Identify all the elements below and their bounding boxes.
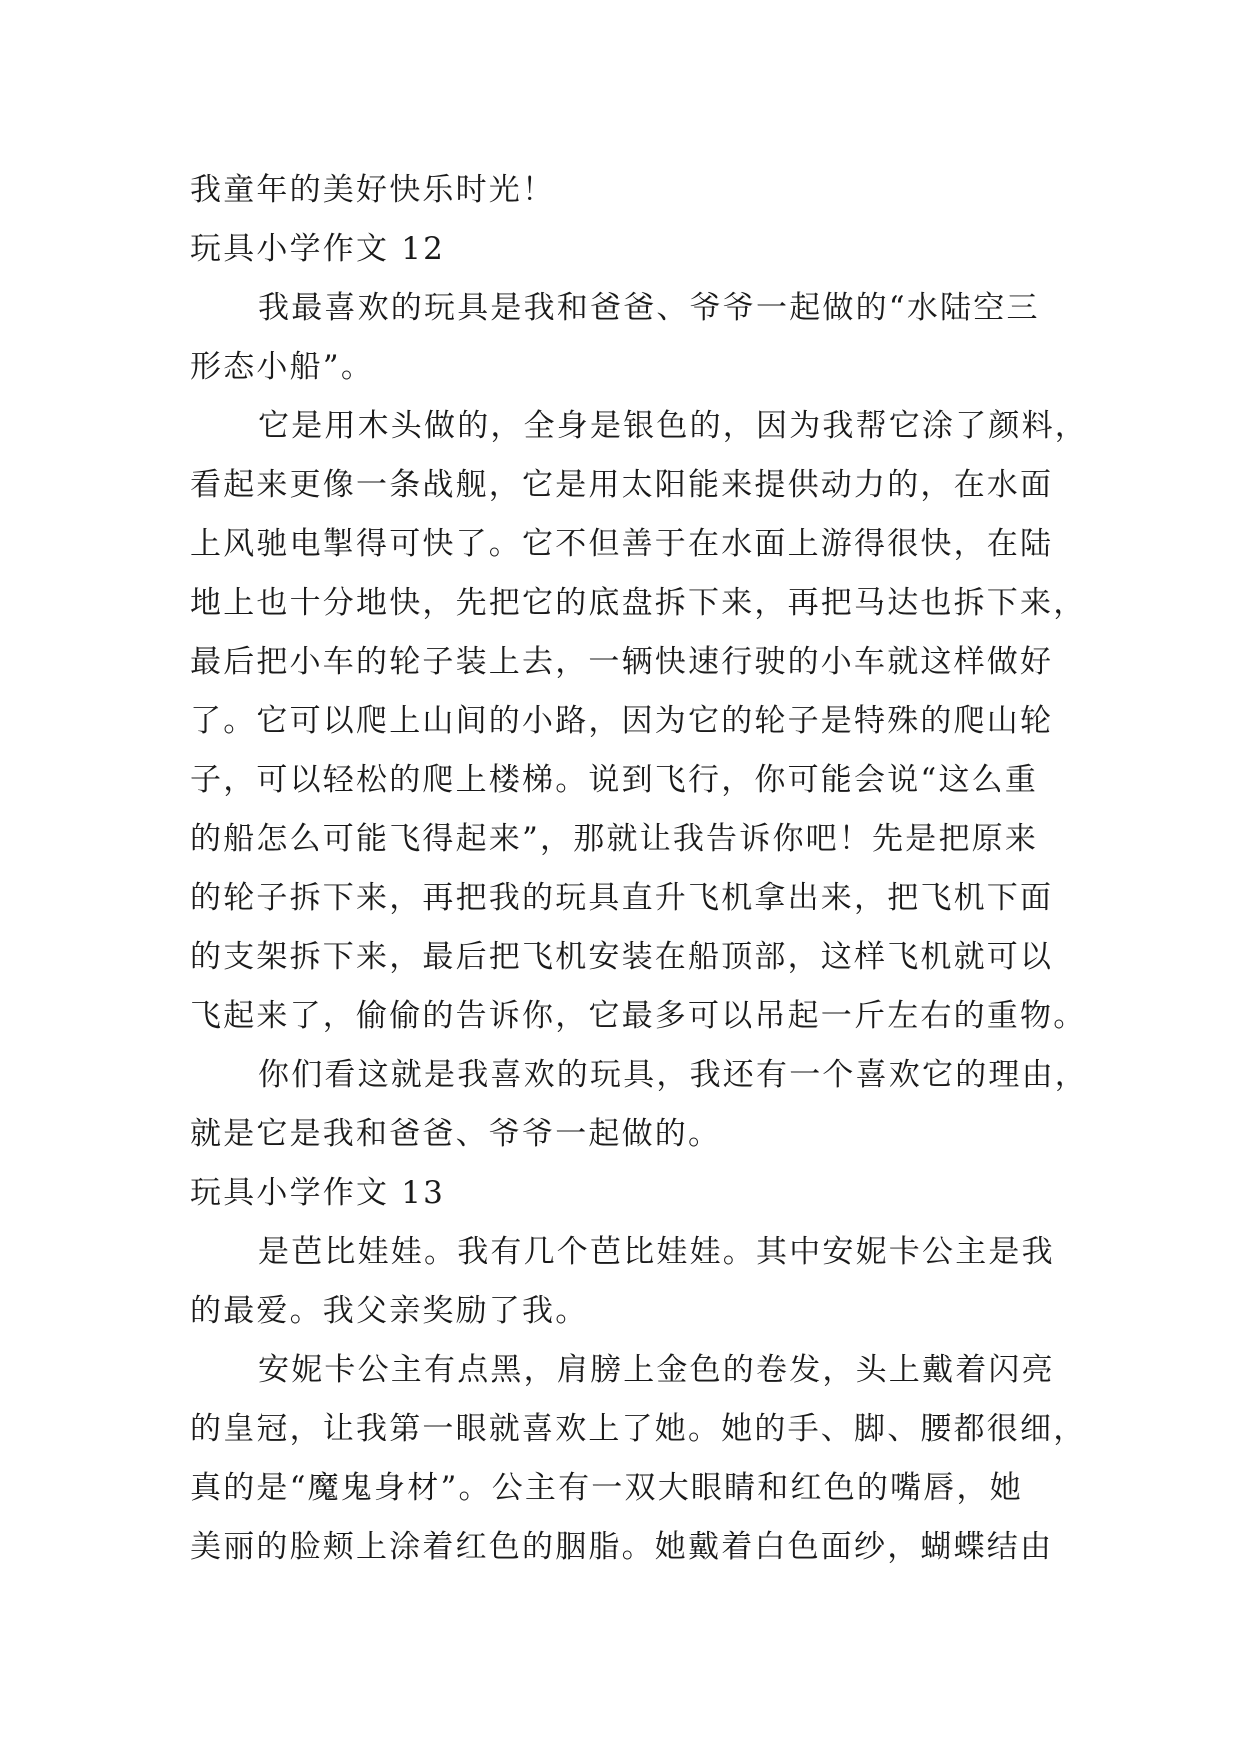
text-line: 的支架拆下来，最后把飞机安装在船顶部，这样飞机就可以 (190, 939, 1054, 975)
text-line: 最后把小车的轮子装上去，一辆快速行驶的小车就这样做好 (190, 644, 1054, 680)
text-line: 地上也十分地快，先把它的底盘拆下来，再把马达也拆下来， (190, 585, 1087, 621)
paragraph-start: 它是用木头做的，全身是银色的，因为我帮它涂了颜料， (258, 408, 1088, 444)
essay-heading: 玩具小学作文 12 (190, 231, 446, 267)
text-line: 形态小船”。 (190, 349, 375, 385)
text-line: 子，可以轻松的爬上楼梯。说到飞行，你可能会说“这么重 (190, 762, 1039, 798)
text-line: 看起来更像一条战舰，它是用太阳能来提供动力的，在水面 (190, 467, 1054, 503)
text-line: 美丽的脸颊上涂着红色的胭脂。她戴着白色面纱，蝴蝶结由 (190, 1529, 1054, 1565)
document-page (190, 161, 1088, 1577)
essay-heading: 玩具小学作文 13 (190, 1175, 446, 1211)
text-line: 的最爱。我父亲奖励了我。 (190, 1293, 589, 1329)
paragraph-start: 我最喜欢的玩具是我和爸爸、爷爷一起做的“水陆空三 (258, 290, 1040, 326)
text-line: 的轮子拆下来，再把我的玩具直升飞机拿出来，把飞机下面 (190, 880, 1054, 916)
text-line: 我童年的美好快乐时光！ (190, 172, 556, 208)
paragraph-start: 你们看这就是我喜欢的玩具，我还有一个喜欢它的理由， (258, 1057, 1088, 1093)
text-line: 的船怎么可能飞得起来”，那就让我告诉你吧！先是把原来 (190, 821, 1039, 857)
text-line: 的皇冠，让我第一眼就喜欢上了她。她的手、脚、腰都很细， (190, 1411, 1087, 1447)
text-line: 飞起来了，偷偷的告诉你，它最多可以吊起一斤左右的重物。 (190, 998, 1087, 1034)
text-line: 真的是“魔鬼身材”。公主有一双大眼睛和红色的嘴唇，她 (190, 1470, 1023, 1506)
paragraph-start: 是芭比娃娃。我有几个芭比娃娃。其中安妮卡公主是我 (258, 1234, 1055, 1270)
text-line: 上风驰电掣得可快了。它不但善于在水面上游得很快，在陆 (190, 526, 1054, 562)
text-line: 就是它是我和爸爸、爷爷一起做的。 (190, 1116, 722, 1152)
paragraph-start: 安妮卡公主有点黑，肩膀上金色的卷发，头上戴着闪亮 (258, 1352, 1055, 1388)
text-line: 了。它可以爬上山间的小路，因为它的轮子是特殊的爬山轮 (190, 703, 1054, 739)
